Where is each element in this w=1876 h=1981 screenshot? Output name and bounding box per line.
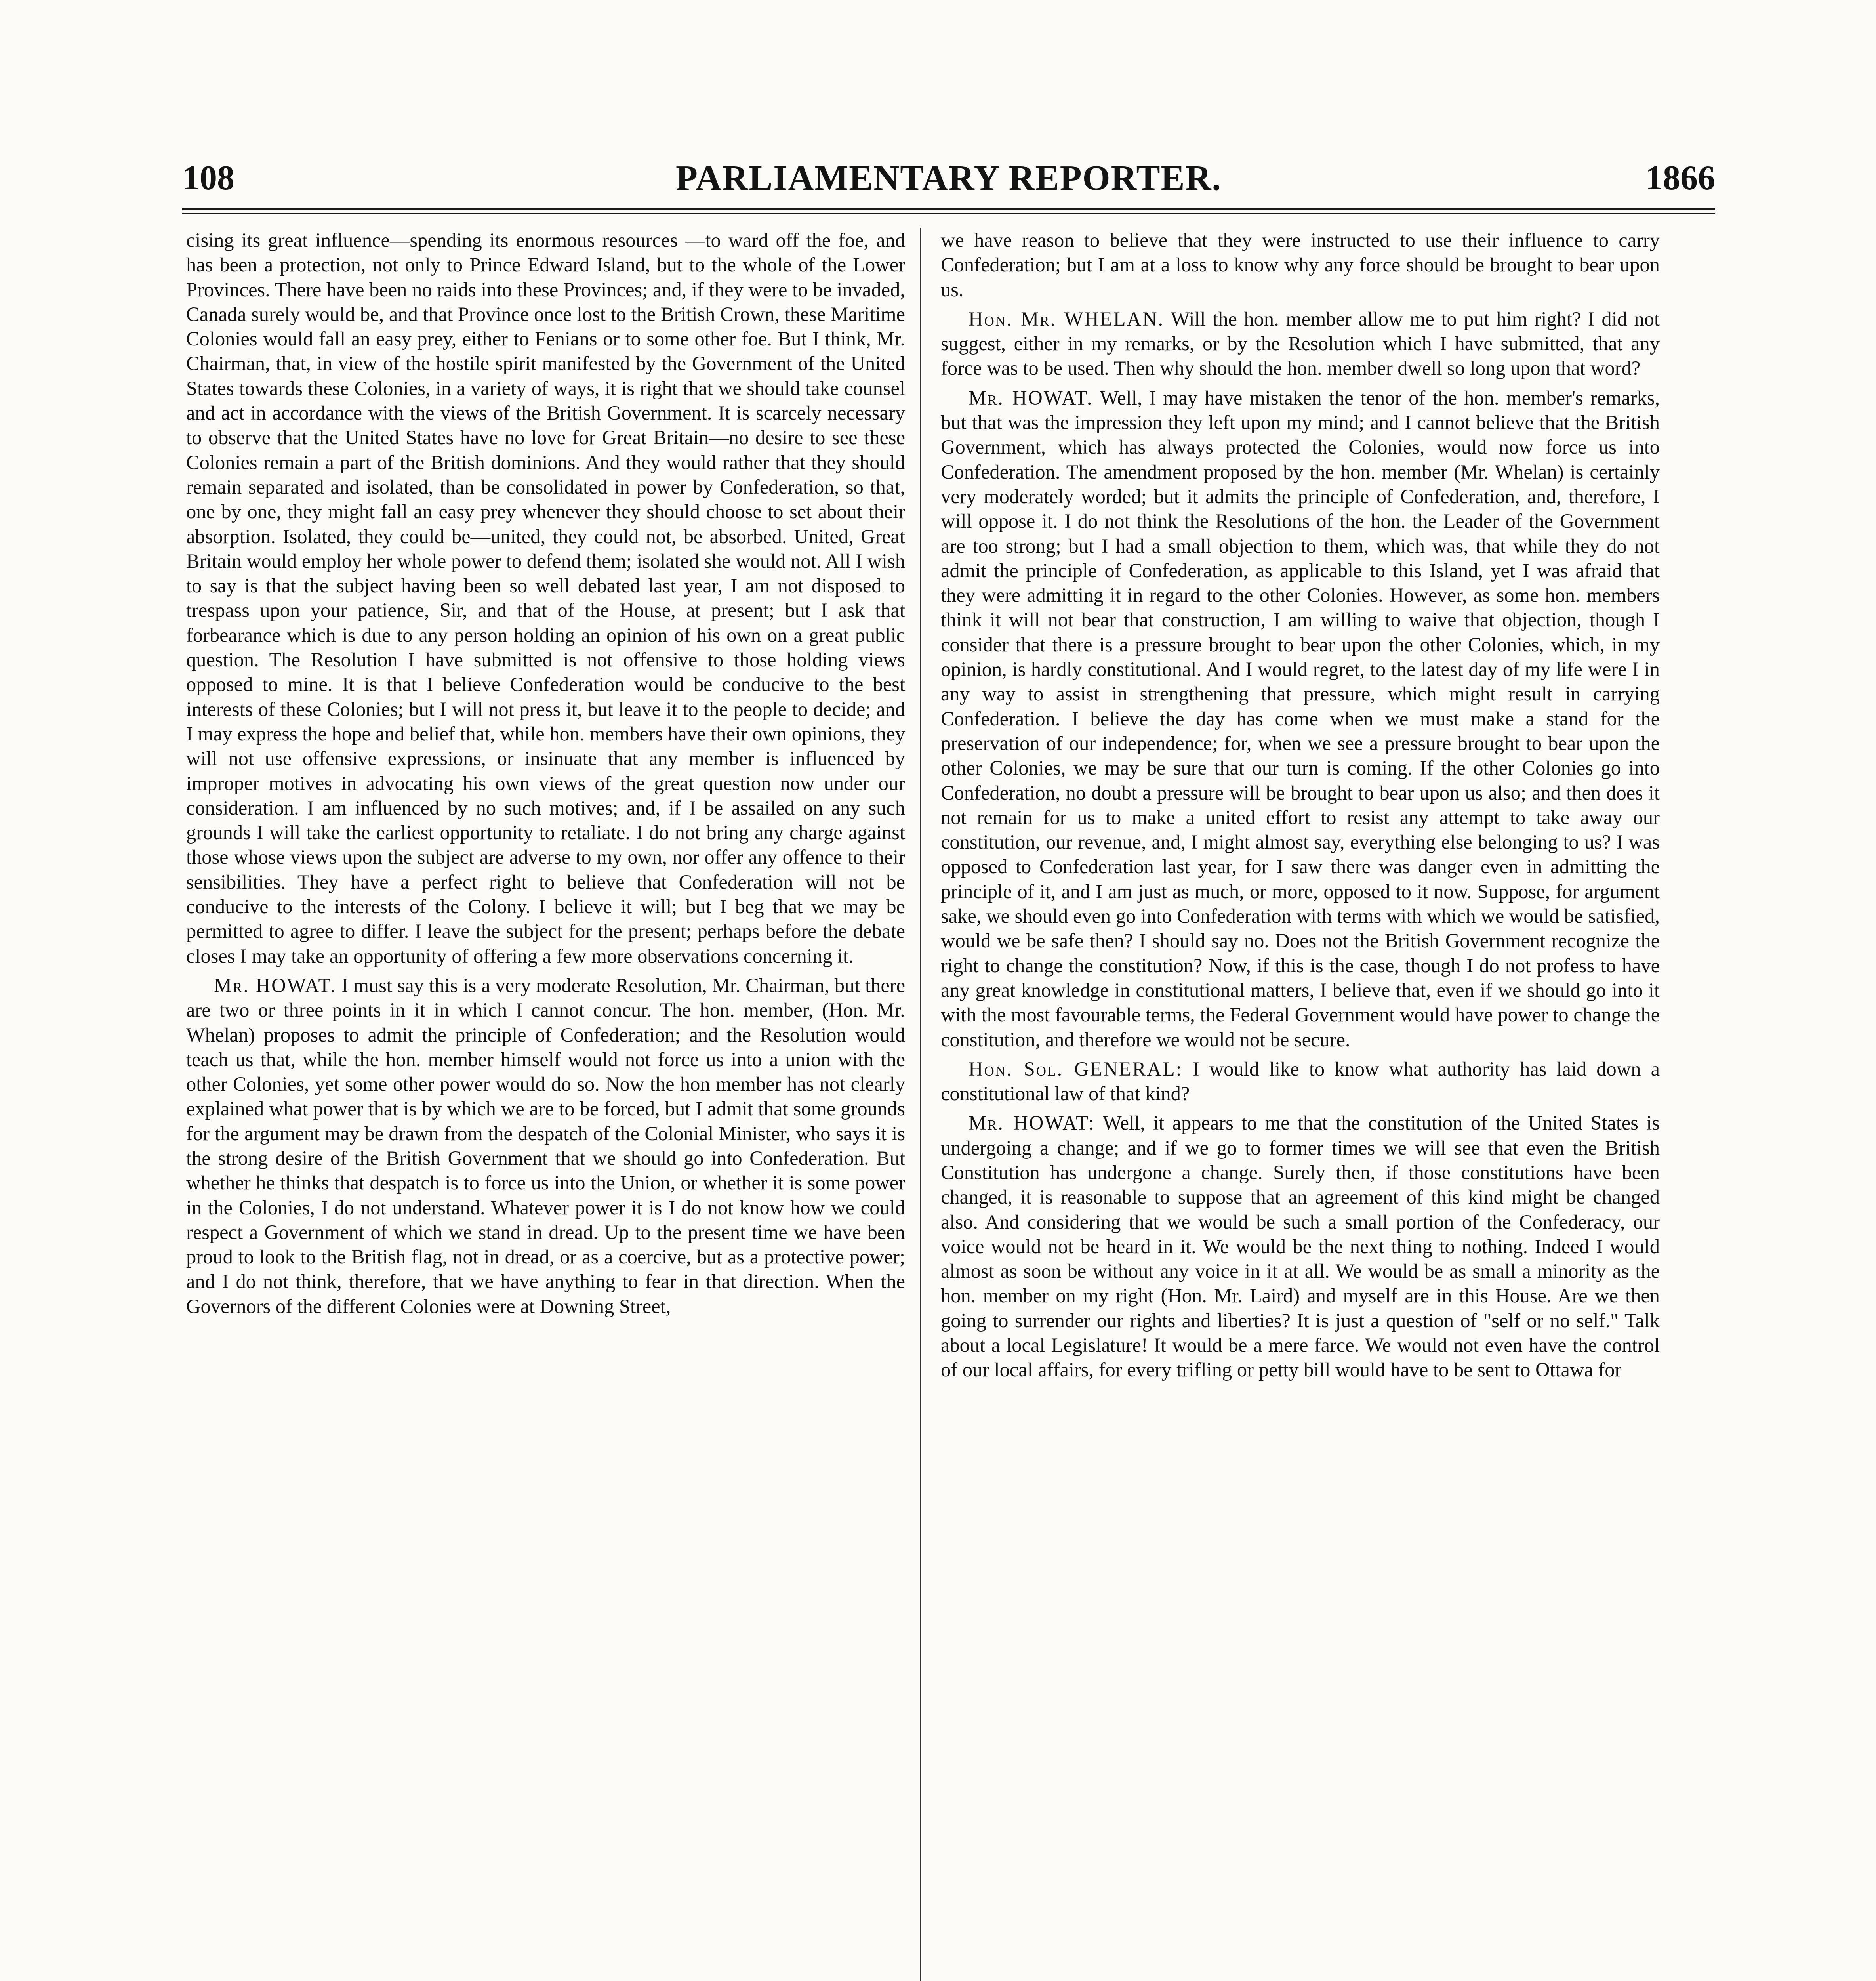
header-year: 1866 [1645, 159, 1715, 197]
page-header [182, 156, 1715, 204]
page-number: 108 [182, 159, 234, 197]
right-column [941, 228, 1660, 1981]
paragraph-text: I would like to know what authority has laid down a constitutional law of that kind? [941, 1057, 1660, 1105]
column-divider [920, 228, 921, 1981]
paragraph-text: we have reason to believe that they were instructed to use their influence to carry Confederation; but I am at a loss to know why any force should be brought to bear upon us. [941, 229, 1660, 301]
paragraph [941, 1057, 1660, 1106]
header-rule [182, 208, 1715, 210]
paragraph [941, 228, 1660, 302]
paragraph [186, 228, 905, 968]
paragraph-text: I must say this is a very moderate Resolution, Mr. Chairman, but there are two or three points in it in which I cannot concur. The hon. member, (Hon. Mr. Whelan) proposes to admit the principle of Confederation; and the Resolution would teach us that, while the hon. member himself would not force us into a union with the other Colonies, yet some other power would do so. Now the hon member has not clearly explained what power that is by which we are to be forced, but I admit that some grounds for the argument may be drawn from the despatch of the Colonial Minister, who says it is the strong desire of the British Government that we should go into Confederation. But whether he thinks that despatch is to force us into the Union, or whether it is some power in the Colonies, I do not understand. Whatever power it is I do not know how we could respect a Government of which we stand in dread. Up to the present time we have been proud to look to the British flag, not in dread, or as a coercive, but as a protective power; and I do not think, therefore, that we have anything to fear in that direction. When the Governors of the different Colonies were at Downing Street, [186, 974, 905, 1317]
left-column [186, 228, 905, 1981]
paragraph-text: Well, it appears to me that the constitution of the United States is undergoing a change; and if we go to former times we will see that even the British Constitution has undergone a change. Surely then, if those constitutions have been changed, it is reasonable to suppose that an agreement of this kind might be changed also. And considering that we would be such a small portion of the Confederacy, our voice would not be heard in it. We would be the next thing to nothing. Indeed I would almost as soon be without any voice in it at all. We would be as small a minority as the hon. member on my right (Hon. Mr. Laird) and myself are in this House. Are we then going to surrender our rights and liberties? It is just a question of "self or no self." Talk about a local Legislature! It would be a mere farce. We would not even have the control of our local affairs, for every trifling or petty bill would have to be sent to Ottawa for [941, 1112, 1660, 1381]
header-rule-thin [182, 213, 1715, 214]
speaker-name: Hon. Sol. GENERAL: [969, 1057, 1183, 1080]
paragraph [941, 307, 1660, 381]
paragraph-text: Will the hon. member allow me to put him right? I did not suggest, either in my remarks, or by the Resolution which I have submitted, that any force was to be used. Then why should the hon. member dwell so long upon that word? [941, 307, 1660, 380]
speaker-name: Mr. HOWAT. [969, 386, 1093, 409]
speaker-name: Mr. HOWAT: [969, 1112, 1095, 1134]
paragraph-text: Well, I may have mistaken the tenor of the hon. member's remarks, but that was the impression they left upon my mind; and I cannot believe that the British Government, which has always protected the Colonies, would now force us into Confederation. The amendment proposed by the hon. member (Mr. Whelan) is certainly very moderately worded; but it admits the principle of Confederation, and, therefore, I will oppose it. I do not think the Resolutions of the hon. the Leader of the Government are too strong; but I had a small objection to them, which was, that while they do not admit the principle of Confederation, as applicable to this Island, yet I was afraid that they were admitting it in regard to the other Colonies. However, as some hon. members think it will not bear that construction, I am willing to waive that objection, though I consider that there is a pressure brought to bear upon the other Colonies, which, in my opinion, is hardly constitutional. And I would regret, to the latest day of my life were I in any way to assist in strengthening that pressure, which might result in carrying Confederation. I believe the day has come when we must make a stand for the preservation of our independence; for, when we see a pressure brought to bear upon the other Colonies, we may be sure that our turn is coming. If the other Colonies go into Confederation, no doubt a pressure will be brought to bear upon us also; and then does it not remain for us to make a united effort to resist any attempt to take away our constitution, our revenue, and, I might almost say, everything else belonging to us? I was opposed to Confederation last year, for I saw there was danger even in admitting the principle of it, and I am just as much, or more, opposed to it now. Suppose, for argument sake, we should even go into Confederation with terms with which we would be satisfied, would we be safe then? I should say no. Does not the British Government recognize the right to change the constitution? Now, if this is the case, though I do not profess to have any great knowledge in constitutional matters, I believe that, even if we should go into it with the most favourable terms, the Federal Government would have power to change the constitution, and therefore we would not be secure. [941, 386, 1660, 1051]
paragraph-text: cising its great influence—spending its enormous resources —to ward off the foe, and has been a protection, not only to Prince Edward Island, but to the whole of the Lower Provinces. There have been no raids into these Provinces; and, if they were to be invaded, Canada surely would be, and that Province once lost to the British Crown, these Maritime Colonies would fall an easy prey, either to Fenians or to some other foe. But I think, Mr. Chairman, that, in view of the hostile spirit manifested by the Government of the United States towards these Colonies, in a variety of ways, it is right that we should take counsel and act in accordance with the views of the British Government. It is scarcely necessary to observe that the United States have no love for Great Britain—no desire to see these Colonies remain a part of the British dominions. And they would rather that they should remain separated and isolated, than be consolidated in power by Confederation, so that, one by one, they might fall an easy prey whenever they should choose to set about their absorption. Isolated, they could be—united, they could not, be absorbed. United, Great Britain would employ her whole power to defend them; isolated she would not. All I wish to say is that the subject having been so well debated last year, I am not disposed to trespass upon your patience, Sir, and that of the House, at present; but I ask that forbearance which is due to any person holding an opinion of his own on a great public question. The Resolution I have submitted is not offensive to those holding views opposed to mine. It is that I believe Confederation would be conducive to the best interests of these Colonies; but I will not press it, but leave it to the people to decide; and I may express the hope and belief that, while hon. members have their own opinions, they will not use offensive expressions, or insinuate that any member is influenced by improper motives in advocating his own views of the great question now under our consideration. I am influenced by no such motives; and, if I be assailed on any such grounds I will take the earliest opportunity to retaliate. I do not bring any charge against those whose views upon the subject are adverse to my own, nor offer any offence to their sensibilities. They have a perfect right to believe that Confederation will not be conducive to the interests of the Colony. I believe it will; but I beg that we may be permitted to agree to differ. I leave the subject for the present; perhaps before the debate closes I may take an opportunity of offering a few more observations concerning it. [186, 229, 905, 967]
speaker-name: Mr. HOWAT. [214, 974, 337, 996]
paragraph [186, 973, 905, 1319]
running-title: PARLIAMENTARY REPORTER. [675, 158, 1222, 198]
paragraph [941, 386, 1660, 1052]
speaker-name: Hon. Mr. WHELAN. [969, 307, 1165, 330]
paragraph [941, 1111, 1660, 1382]
